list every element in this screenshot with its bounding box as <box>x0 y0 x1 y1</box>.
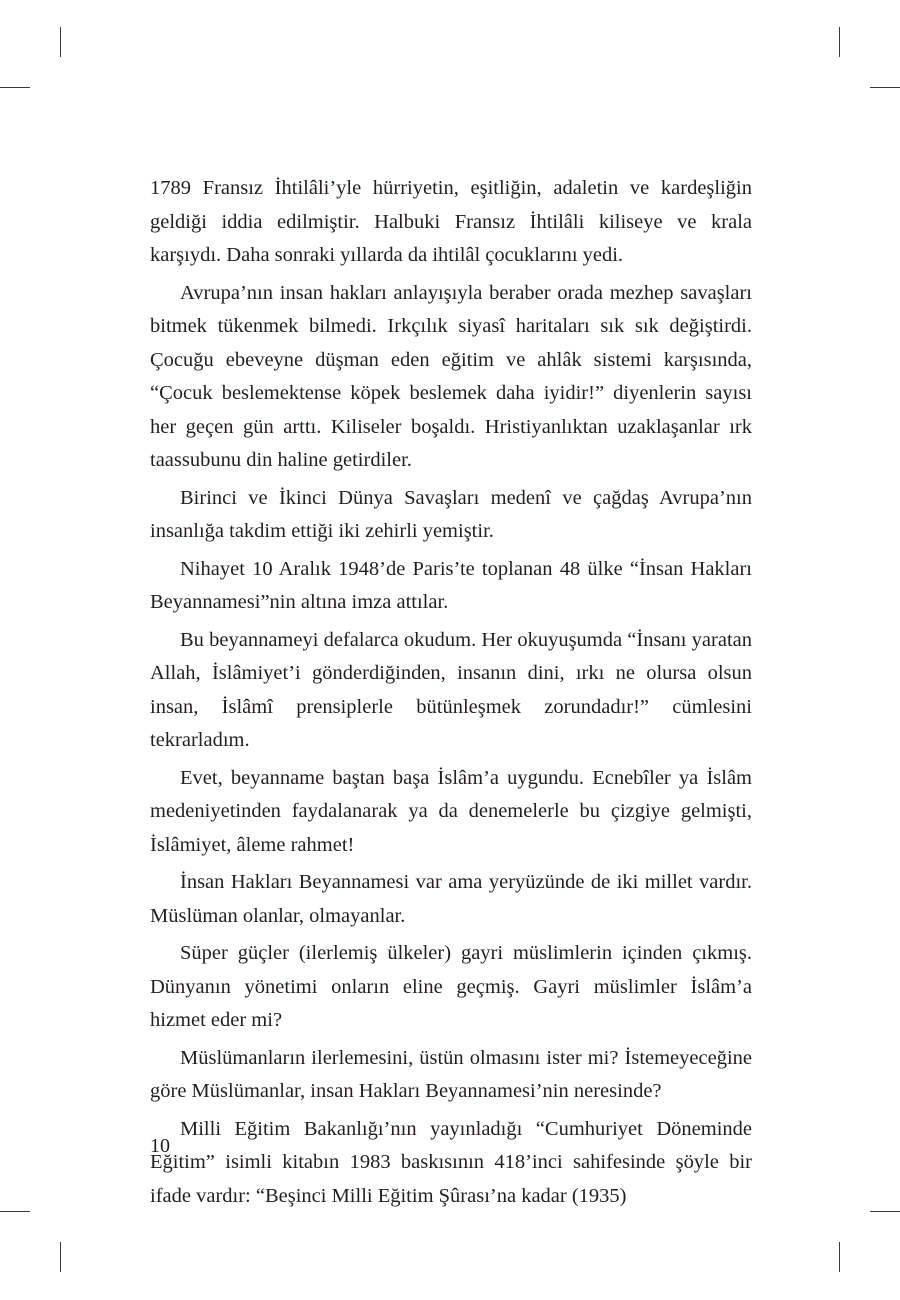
paragraph: İnsan Hakları Beyannamesi var ama yeryüzünde de iki millet vardır. Müslüman olanlar, olmayanlar. <box>150 871 752 927</box>
crop-mark-top-right-vertical <box>839 27 840 57</box>
crop-mark-bottom-right-vertical <box>839 1242 840 1272</box>
paragraph: Nihayet 10 Aralık 1948’de Paris’te toplanan 48 ülke “İnsan Hakları Beyannamesi”nin altına imza attılar. <box>150 557 752 613</box>
paragraph: Müslümanların ilerlemesini, üstün olmasını ister mi? İstemeyeceğine göre Müslümanlar, insan Hakları Beyannamesi’nin neresinde? <box>150 1046 752 1102</box>
paragraph: Avrupa’nın insan hakları anlayışıyla beraber orada mezhep savaşları bitmek tükenmek bilmedi. Irkçılık siyasî haritaları sık sık değiştirdi. Çocuğu ebeveyne düşman eden eğitim ve ahlâk sistemi karşısında, “Çocuk beslemektense köpek beslemek daha iyidir!” diyenlerin sayısı her geçen gün arttı. Kiliseler boşaldı. Hristiyanlıktan uzaklaşanlar ırk taassubunu din haline getirdiler. <box>150 281 752 471</box>
page-number: 10 <box>150 1135 170 1157</box>
paragraph: Evet, beyanname baştan başa İslâm’a uygundu. Ecnebîler ya İslâm medeniyetinden faydalanarak ya da denemelerle bu çizgiye gelmişti, İslâmiyet, âleme rahmet! <box>150 766 752 856</box>
crop-mark-bottom-right-horizontal <box>870 1211 900 1212</box>
page-body-text <box>150 172 752 1217</box>
crop-mark-top-left-vertical <box>60 27 61 57</box>
crop-mark-top-right-horizontal <box>870 87 900 88</box>
crop-mark-bottom-left-horizontal <box>0 1211 30 1212</box>
paragraph: Süper güçler (ilerlemiş ülkeler) gayri müslimlerin içinden çıkmış. Dünyanın yönetimi onların eline geçmiş. Gayri müslimler İslâm’a hizmet eder mi? <box>150 942 752 1031</box>
paragraph: Birinci ve İkinci Dünya Savaşları medenî ve çağdaş Avrupa’nın insanlığa takdim ettiği iki zehirli yemiştir. <box>150 486 752 542</box>
paragraph: Milli Eğitim Bakanlığı’nın yayınladığı “Cumhuriyet Döneminde Eğitim” isimli kitabın 1983 baskısının 418’inci sahifesinde şöyle bir ifade vardır: “Beşinci Milli Eğitim Şûrası’na kadar (1935) <box>150 1117 752 1207</box>
paragraph: Bu beyannameyi defalarca okudum. Her okuyuşumda “İnsanı yaratan Allah, İslâmiyet’i gönderdiğinden, insanın dini, ırkı ne olursa olsun insan, İslâmî prensiplerle bütünleşmek zorundadır!” cümlesini tekrarladım. <box>150 628 752 751</box>
paragraph: 1789 Fransız İhtilâli’yle hürriyetin, eşitliğin, adaletin ve kardeşliğin geldiği iddia edilmiştir. Halbuki Fransız İhtilâli kiliseye ve krala karşıydı. Daha sonraki yıllarda da ihtilâl çocuklarını yedi. <box>150 177 752 266</box>
crop-mark-bottom-left-vertical <box>60 1242 61 1272</box>
crop-mark-top-left-horizontal <box>0 87 30 88</box>
